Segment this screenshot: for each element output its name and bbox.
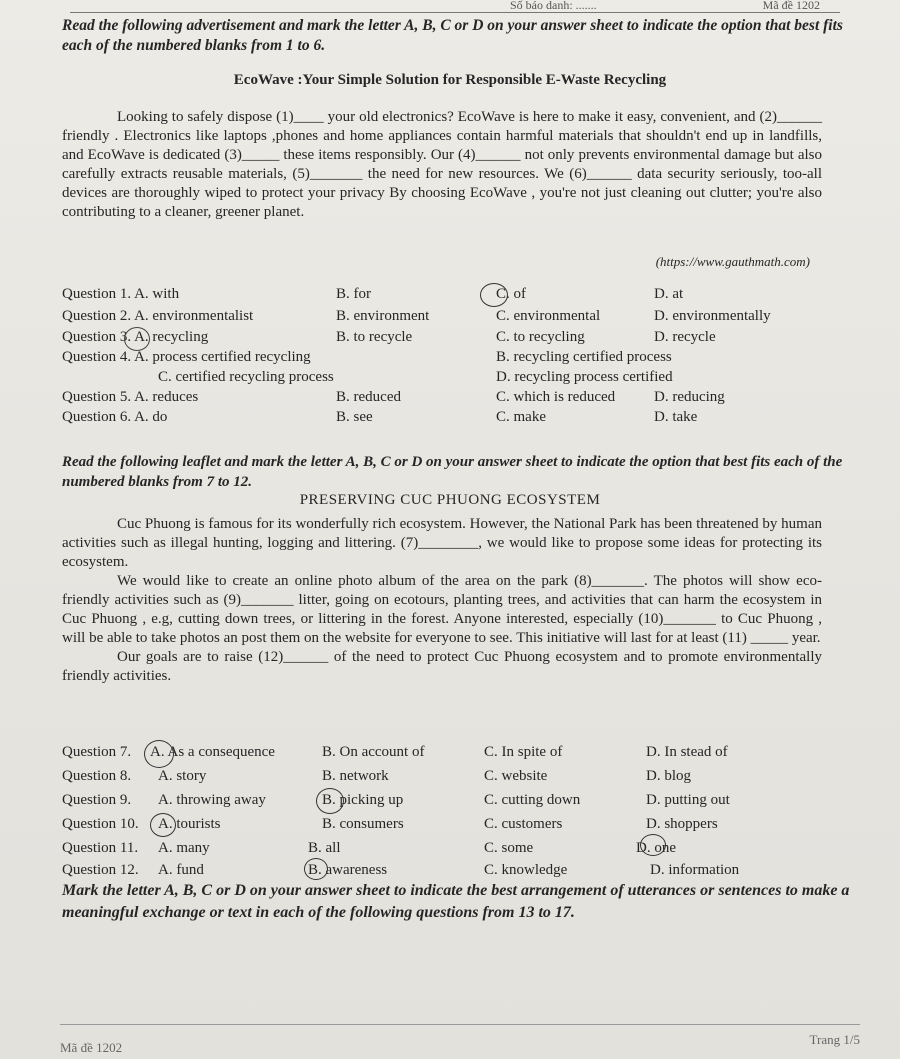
question-option-c: C. certified recycling process (158, 369, 334, 385)
question-option-b: B. awareness (308, 862, 388, 878)
question-option-c: C. knowledge (484, 862, 568, 878)
section3-instruction: Mark the letter A, B, C or D on your answer sheet to indicate the best arrangement of utterances or sentences to make a meaningful exchange or text in each of the following questions from 13 to 17. (62, 882, 850, 921)
question-option-a: Question 6. A. do (62, 409, 168, 425)
question-row (62, 369, 842, 389)
section2-title: PRESERVING CUC PHUONG ECOSYSTEM (299, 492, 601, 508)
question-option-b: B. see (336, 409, 373, 425)
exam-code: Mã đề 1202 (762, 0, 820, 12)
question-option-b: B. to recycle (336, 329, 413, 345)
question-option-d: D. information (650, 862, 740, 878)
question-option-c: C. which is reduced (496, 389, 616, 405)
question-option-b: B. recycling certified process (496, 349, 672, 365)
question-option-d: D. one (636, 840, 676, 856)
handwritten-circle-mark (480, 283, 508, 307)
question-option-c: C. customers (484, 816, 563, 832)
section1-passage-text: Looking to safely dispose (1)____ your old electronics? EcoWave is here to make it easy, convenient, and (2)______ friendly . Electronics like laptops ,phones and home appliances contain harmful materials that shouldn't end up in landfills, and EcoWave is dedicated (3)_____ these items responsibly. Our (4)______ not only prevents environmental damage but also carefully extracts reusable materials, (5)_______ the need for new resources. We (6)______ data security seriously, too-all devices are thoroughly wiped to protect your privacy By choosing EcoWave , you're not just cleaning out clutter; you're also contributing to a cleaner, greener planet. (62, 109, 822, 220)
question-option-d: D. recycle (654, 329, 716, 345)
handwritten-circle-mark (144, 740, 174, 768)
question-row (62, 816, 842, 836)
handwritten-circle-mark (304, 858, 328, 880)
question-option-d: D. environmentally (654, 308, 771, 324)
section2-paragraph-3: Our goals are to raise (12)______ of the need to protect Cuc Phuong ecosystem and to promote environmentally friendly activities. (62, 649, 822, 684)
question-option-a: Question 1. A. with (62, 286, 180, 302)
question-row (62, 792, 842, 812)
question-option-b: B. environment (336, 308, 430, 324)
question-label: Question 7. (62, 744, 132, 760)
question-label: Question 9. (62, 792, 132, 808)
question-option-b: B. reduced (336, 389, 401, 405)
question-option-d: D. take (654, 409, 698, 425)
question-label: Question 11. (62, 840, 139, 856)
question-option-b: B. all (308, 840, 341, 856)
handwritten-circle-mark (640, 834, 666, 856)
question-option-a: A. As a consequence (150, 744, 275, 760)
section2-passage (62, 515, 822, 686)
question-row (62, 286, 842, 306)
footer-exam-code: Mã đề 1202 (60, 1040, 123, 1055)
question-option-a: Question 3. A. recycling (62, 329, 209, 345)
question-row (62, 862, 842, 882)
question-option-b: B. for (336, 286, 371, 302)
footer-divider (60, 1024, 860, 1025)
section1-title: EcoWave :Your Simple Solution for Responsible E-Waste Recycling (233, 72, 667, 88)
question-option-a: Question 5. A. reduces (62, 389, 199, 405)
handwritten-circle-mark (124, 327, 150, 351)
question-option-d: D. shoppers (646, 816, 718, 832)
question-option-a: A. fund (158, 862, 204, 878)
section2-paragraph-1: Cuc Phuong is famous for its wonderfully rich ecosystem. However, the National Park has been threatened by human activities such as illegal hunting, logging and littering. (7)________, we would like to propose some ideas for protecting its ecosystem. (62, 516, 822, 570)
question-option-a: A. throwing away (158, 792, 266, 808)
question-row (62, 308, 842, 328)
question-option-d: D. recycling process certified (496, 369, 673, 385)
top-header (70, 0, 840, 14)
question-option-d: D. at (654, 286, 684, 302)
question-option-c: C. website (484, 768, 548, 784)
question-option-a: Question 2. A. environmentalist (62, 308, 254, 324)
question-option-c: C. environmental (496, 308, 601, 324)
question-option-b: B. consumers (322, 816, 404, 832)
question-option-b: B. picking up (322, 792, 404, 808)
question-option-b: B. network (322, 768, 389, 784)
question-option-c: C. of (496, 286, 526, 302)
question-label: Question 12. (62, 862, 139, 878)
handwritten-circle-mark (316, 788, 344, 814)
question-option-d: D. reducing (654, 389, 725, 405)
question-row (62, 349, 842, 369)
section2-paragraph-2: We would like to create an online photo album of the area on the park (8)_______. The photos will show eco-friendly activities such as (9)_______ litter, going on ecotours, planting trees, and activities that can harm the ecosystem in Cuc Phuong , e.g, cutting down trees, or littering in the forest. Anyone interested, especially (10)_______ to Cuc Phuong , will be able to take photos an post them on the website for everyone to see. This initiative will last for at least (11) _____ year. (62, 573, 822, 646)
candidate-number: Số báo danh: ....... (510, 0, 597, 12)
question-row (62, 840, 842, 860)
question-row (62, 768, 842, 788)
question-row (62, 389, 842, 409)
handwritten-circle-mark (150, 813, 176, 837)
question-option-c: C. cutting down (484, 792, 581, 808)
question-option-c: C. some (484, 840, 534, 856)
question-option-c: C. make (496, 409, 546, 425)
question-option-a: A. many (158, 840, 210, 856)
section2-instruction: Read the following leaflet and mark the letter A, B, C or D on your answer sheet to indicate the option that best fits each of the numbered blanks from 7 to 12. (62, 454, 843, 490)
question-row (62, 744, 842, 764)
question-row (62, 329, 842, 349)
question-option-a: A. story (158, 768, 207, 784)
section1-passage (62, 108, 822, 222)
question-option-b: B. On account of (322, 744, 425, 760)
question-option-c: C. In spite of (484, 744, 563, 760)
header-divider (70, 12, 840, 13)
question-option-d: D. In stead of (646, 744, 728, 760)
question-row (62, 409, 842, 429)
question-option-a: A. tourists (158, 816, 221, 832)
question-label: Question 10. (62, 816, 139, 832)
section1-instruction: Read the following advertisement and mark the letter A, B, C or D on your answer sheet to indicate the option that best fits each of the numbered blanks from 1 to 6. (62, 17, 843, 54)
question-option-c: C. to recycling (496, 329, 585, 345)
question-label: Question 8. (62, 768, 132, 784)
question-option-d: D. putting out (646, 792, 730, 808)
source-link: (https://www.gauthmath.com) (655, 254, 810, 269)
page-number: Trang 1/5 (809, 1032, 860, 1047)
question-option-a: Question 4. A. process certified recycling (62, 349, 311, 365)
question-option-d: D. blog (646, 768, 691, 784)
